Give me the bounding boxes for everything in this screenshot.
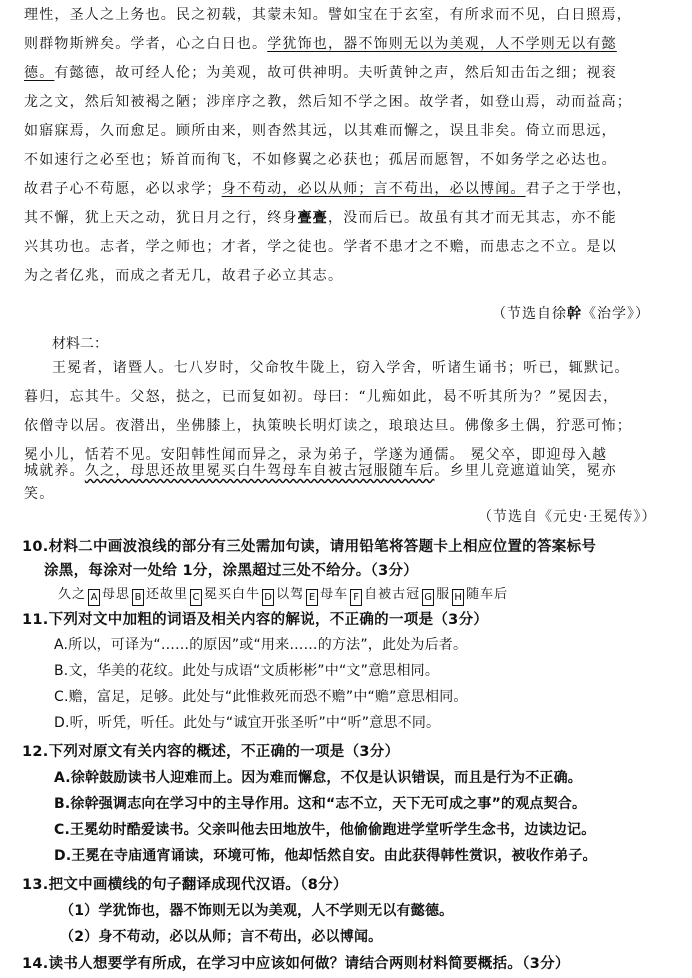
question-12-option-d: D.王冕在寺庙通宵诵读，环境可怖，他却恬然自安。由此获得韩性赏识，被收作弟子。 (54, 848, 597, 864)
answer-box-a[interactable]: A (88, 589, 100, 606)
question-12-option-b: B.徐幹强调志向在学习中的主导作用。这和“志不立，天下无可成之事”的观点契合。 (54, 796, 587, 812)
question-13-sentence-1: （1）学犹饰也，器不饰则无以为美观，人不学则无以有懿德。 (60, 903, 454, 919)
answer-box-b[interactable]: B (132, 589, 144, 606)
passage2-line: 笑。 (24, 486, 55, 502)
text-segment: 母思 (102, 587, 131, 602)
text: 。乡里儿竞遮道讪笑，冕亦 (434, 463, 617, 479)
question-10-stem-cont: 涂黑，每涂对一处给 1分，涂黑超过三处不给分。（3分） (44, 563, 419, 579)
text-segment: 还故里 (146, 587, 189, 602)
text: 君子之于学也， (525, 181, 633, 197)
question-13-sentence-2: （2）身不苟动，必以从师；言不苟出，必以博闻。 (60, 929, 383, 945)
answer-box-g[interactable]: G (422, 589, 434, 606)
passage1-line (24, 62, 617, 82)
passage1-line (24, 178, 632, 198)
text-segment: 冕买白牛 (204, 587, 261, 602)
text-segment: 以驾 (276, 587, 305, 602)
bold-word: 亹亹 (297, 210, 329, 226)
question-14-stem: 14.读书人想要学有所成，在学习中应该如何做？请结合两则材料简要概括。（3分） (22, 956, 570, 972)
passage1-line: 为之者亿兆，而成之者无几，故君子必立其志。 (24, 268, 344, 284)
question-11-option-c: C.赡，富足，足够。此处与“此惟救死而恐不赡”中“赡”意思相同。 (54, 689, 468, 705)
question-11-stem: 11.下列对文中加粗的词语及相关内容的解说，不正确的一项是（3分） (22, 612, 489, 628)
question-13-stem: 13.把文中画横线的句子翻译成现代汉语。（8分） (22, 877, 348, 893)
underlined-sentence: 学犹饰也，器不饰则无以为美观，人不学则无以有懿 (267, 36, 617, 52)
question-12-option-a: A.徐幹鼓励读书人迎难而上。因为难而懈怠，不仅是认识错误，而且是行为不正确。 (54, 770, 583, 786)
question-12-option-c (54, 819, 595, 839)
text-segment: 随车后 (466, 587, 509, 602)
text: ，边读边记。 (510, 822, 596, 838)
underlined-sentence: 身不苟动，必以从师；言不苟出，必以博闻。 (221, 181, 526, 197)
text: 则群物斯辨矣。学者，心之白日也。 (24, 36, 268, 52)
passage2-line: 冕小儿，恬若不见。安阳韩性闻而异之，录为弟子，学遂为通儒。 冕父卒，即迎母入越 (24, 447, 608, 463)
wavy-underlined-sentence: 久之，母思还故里冕买白牛驾母车自被古冠服随车后 (84, 463, 435, 479)
answer-box-f[interactable]: F (350, 589, 362, 606)
question-11-option-a: A.所以，可译为“……的原因”或“用来……的方法”，此处为后者。 (54, 637, 468, 653)
answer-box-c[interactable]: C (190, 589, 202, 606)
text: ，没而后已。故虽有其才而无其志，亦不能 (328, 210, 617, 226)
text-segment: 母车 (320, 587, 349, 602)
passage1-line: 如寤寐焉，久而愈足。顾所由来，则杳然其远，以其难而懈之，误且非矣。倚立而思远， (24, 123, 617, 139)
question-10-stem: 10.材料二中画波浪线的部分有三处需加句读，请用铅笔将答题卡上相应位置的答案标号 (22, 539, 597, 555)
answer-box-e[interactable]: E (306, 589, 318, 606)
text-segment: 自被古冠 (364, 587, 421, 602)
answer-box-h[interactable]: H (452, 589, 464, 606)
passage1-line (24, 33, 617, 53)
passage1-line: 龙之文，然后知被褐之陋；涉庠序之教，然后知不学之困。故学者，如登山焉，动而益高； (24, 94, 632, 110)
question-11-option-d: D.听，听凭，听任。此处与“诚宜开张圣听”中“听”意思不同。 (54, 715, 441, 731)
answer-box-d[interactable]: D (262, 589, 274, 606)
text-segment: 服 (436, 587, 451, 602)
passage2-source: （节选自《元史·王冕传》） (478, 509, 657, 525)
passage2-line: 依僧寺以居。夜潜出，坐佛膝上，执策映长明灯读之，琅琅达旦。佛像多土偶，狞恶可怖； (24, 418, 632, 434)
underlined-sentence: 德。 (24, 65, 55, 81)
passage1-source (492, 303, 650, 323)
text: 城就养。 (24, 463, 85, 479)
passage1-line: 理性，圣人之上务也。民之初载，其蒙未知。譬如宝在于玄室，有所求而不见，白日照焉， (24, 7, 632, 23)
text: （节选自徐 (492, 306, 567, 322)
question-11-option-b: B.文，华美的花纹。此处与成语“文质彬彬”中“文”意思相同。 (54, 663, 440, 679)
text: 有懿德，故可经人伦；为美观，故可供神明。夫听黄钟之声，然后知击缶之细；视衮 (54, 65, 617, 81)
text: 其不懈，犹上天之动，犹日月之行，终身 (24, 210, 298, 226)
passage2-line: 暮归，忘其牛。父怒，挞之，已而复如初。母曰：“儿痴如此，曷不听其所为？”冕因去， (24, 389, 619, 405)
answer-box-row (58, 583, 508, 606)
passage1-line (24, 207, 617, 227)
material-two-heading: 材料二： (52, 336, 108, 352)
passage2-line: 王冕者，诸暨人。七八岁时，父命牧牛陇上，窃入学舍，听诸生诵书；听已，辄默记。 (52, 360, 630, 376)
passage2-line (24, 460, 617, 480)
bold-word: 幹 (567, 306, 582, 322)
text-segment: 久之 (58, 587, 87, 602)
passage1-line: 不如速行之必至也；矫首而徇飞，不如修翼之必获也；孤居而愿智，不如务学之必达也。 (24, 152, 617, 168)
passage1-line: 兴其功也。志者，学之师也；才者，学之徒也。学者不患才之不赡，而患志之不立。是以 (24, 239, 617, 255)
text: 故君子心不苟愿，必以求学； (24, 181, 222, 197)
text: C.王冕幼时酷爱读书。父亲叫他去田地放牛，他偷偷跑进学堂听学生念书 (54, 822, 511, 838)
question-12-stem: 12.下列对原文有关内容的概述，不正确的一项是（3分） (22, 744, 400, 760)
text: 《治学》） (582, 306, 650, 322)
